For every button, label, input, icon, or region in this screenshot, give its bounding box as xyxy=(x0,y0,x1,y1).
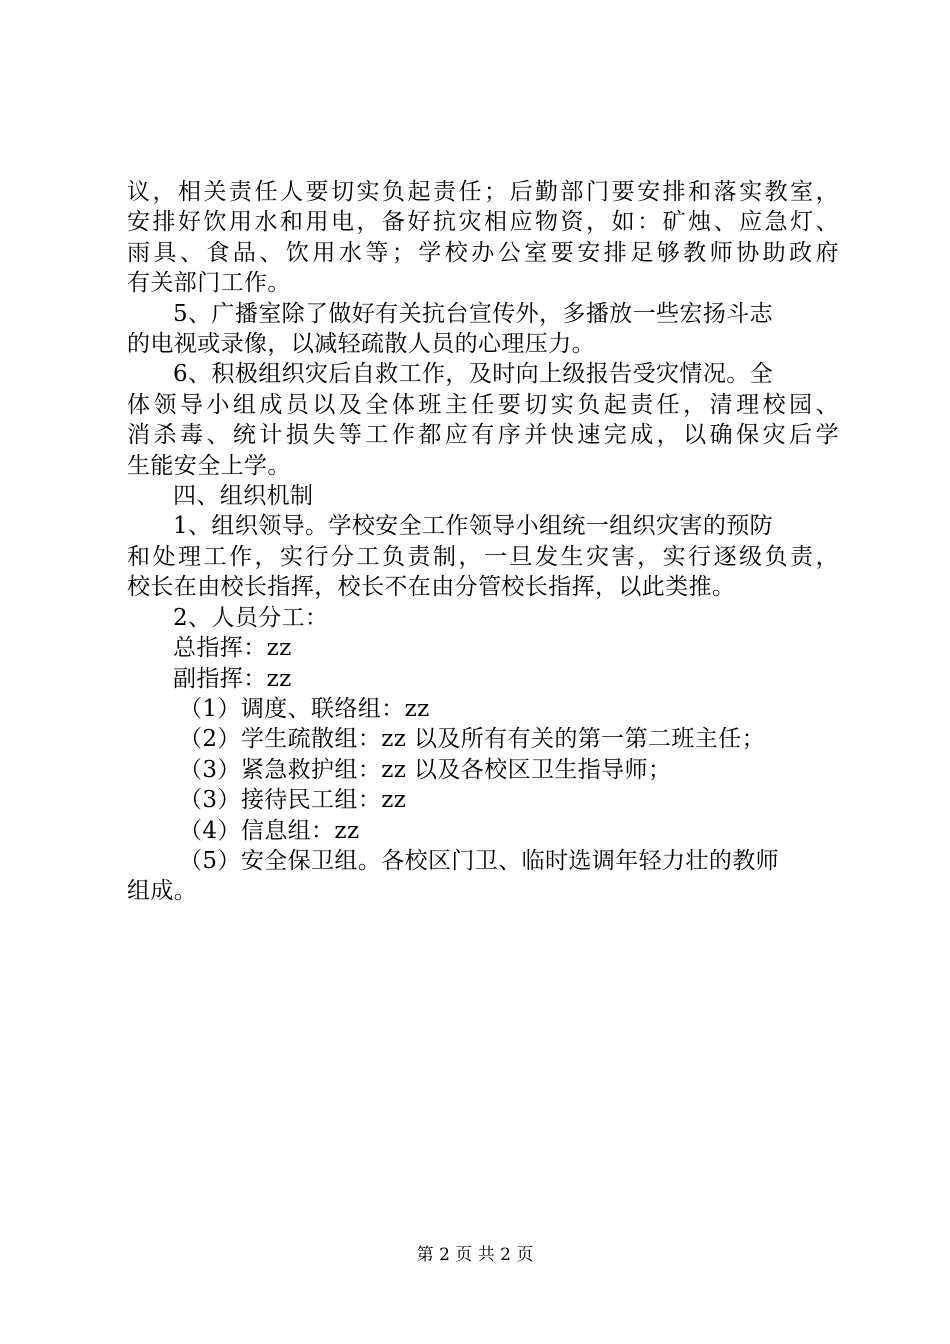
text-line-8: 体领导小组成员以及全体班主任要切实负起责任，清理校园、 xyxy=(127,391,839,418)
text-line-14: 校长在由校长指挥，校长不在由分管校长指挥，以此类推。 xyxy=(127,574,736,601)
text-line-4: 有关部门工作。 xyxy=(127,270,291,297)
text-line-16: 总指挥：zz xyxy=(173,635,292,662)
list-item: （2）学生疏散组：zz 以及所有有关的第一第二班主任； xyxy=(179,726,765,753)
text-line-5: 5、广播室除了做好有关抗台宣传外，多播放一些宏扬斗志 xyxy=(173,300,774,327)
list-item: （4）信息组：zz xyxy=(179,817,360,844)
text-line-24: 组成。 xyxy=(127,878,198,905)
text-line-12: 1、组织领导。学校安全工作领导小组统一组织灾害的预防 xyxy=(173,513,774,540)
document-body xyxy=(127,177,839,907)
list-item: （1）调度、联络组：zz xyxy=(179,695,430,722)
text-line-9: 消杀毒、统计损失等工作都应有序并快速完成，以确保灾后学 xyxy=(127,422,839,449)
list-item: （3）接待民工组：zz xyxy=(179,787,407,814)
text-line-13: 和处理工作，实行分工负责制，一旦发生灾害，实行逐级负责， xyxy=(127,543,839,570)
list-item: （3）紧急救护组：zz 以及各校区卫生指导师； xyxy=(179,756,672,783)
text-line-2: 安排好饮用水和用电，备好抗灾相应物资，如：矿烛、应急灯、 xyxy=(127,209,839,236)
text-line-1: 议，相关责任人要切实负起责任；后勤部门要安排和落实教室， xyxy=(127,179,839,205)
text-line-17: 副指挥：zz xyxy=(173,665,292,692)
text-line-6: 的电视或录像，以减轻疏散人员的心理压力。 xyxy=(127,331,595,358)
text-line-10: 生能安全上学。 xyxy=(127,452,291,479)
list-item: （5）安全保卫组。各校区门卫、临时选调年轻力壮的教师 xyxy=(179,847,780,874)
section-heading: 四、组织机制 xyxy=(173,483,314,510)
text-line-15: 2、人员分工： xyxy=(173,604,329,631)
page-footer: 第 2 页 共 2 页 xyxy=(416,1245,534,1265)
text-line-3: 雨具、食品、饮用水等；学校办公室要安排足够教师协助政府 xyxy=(127,239,839,266)
text-line-7: 6、积极组织灾后自救工作，及时向上级报告受灾情况。全 xyxy=(173,361,774,388)
